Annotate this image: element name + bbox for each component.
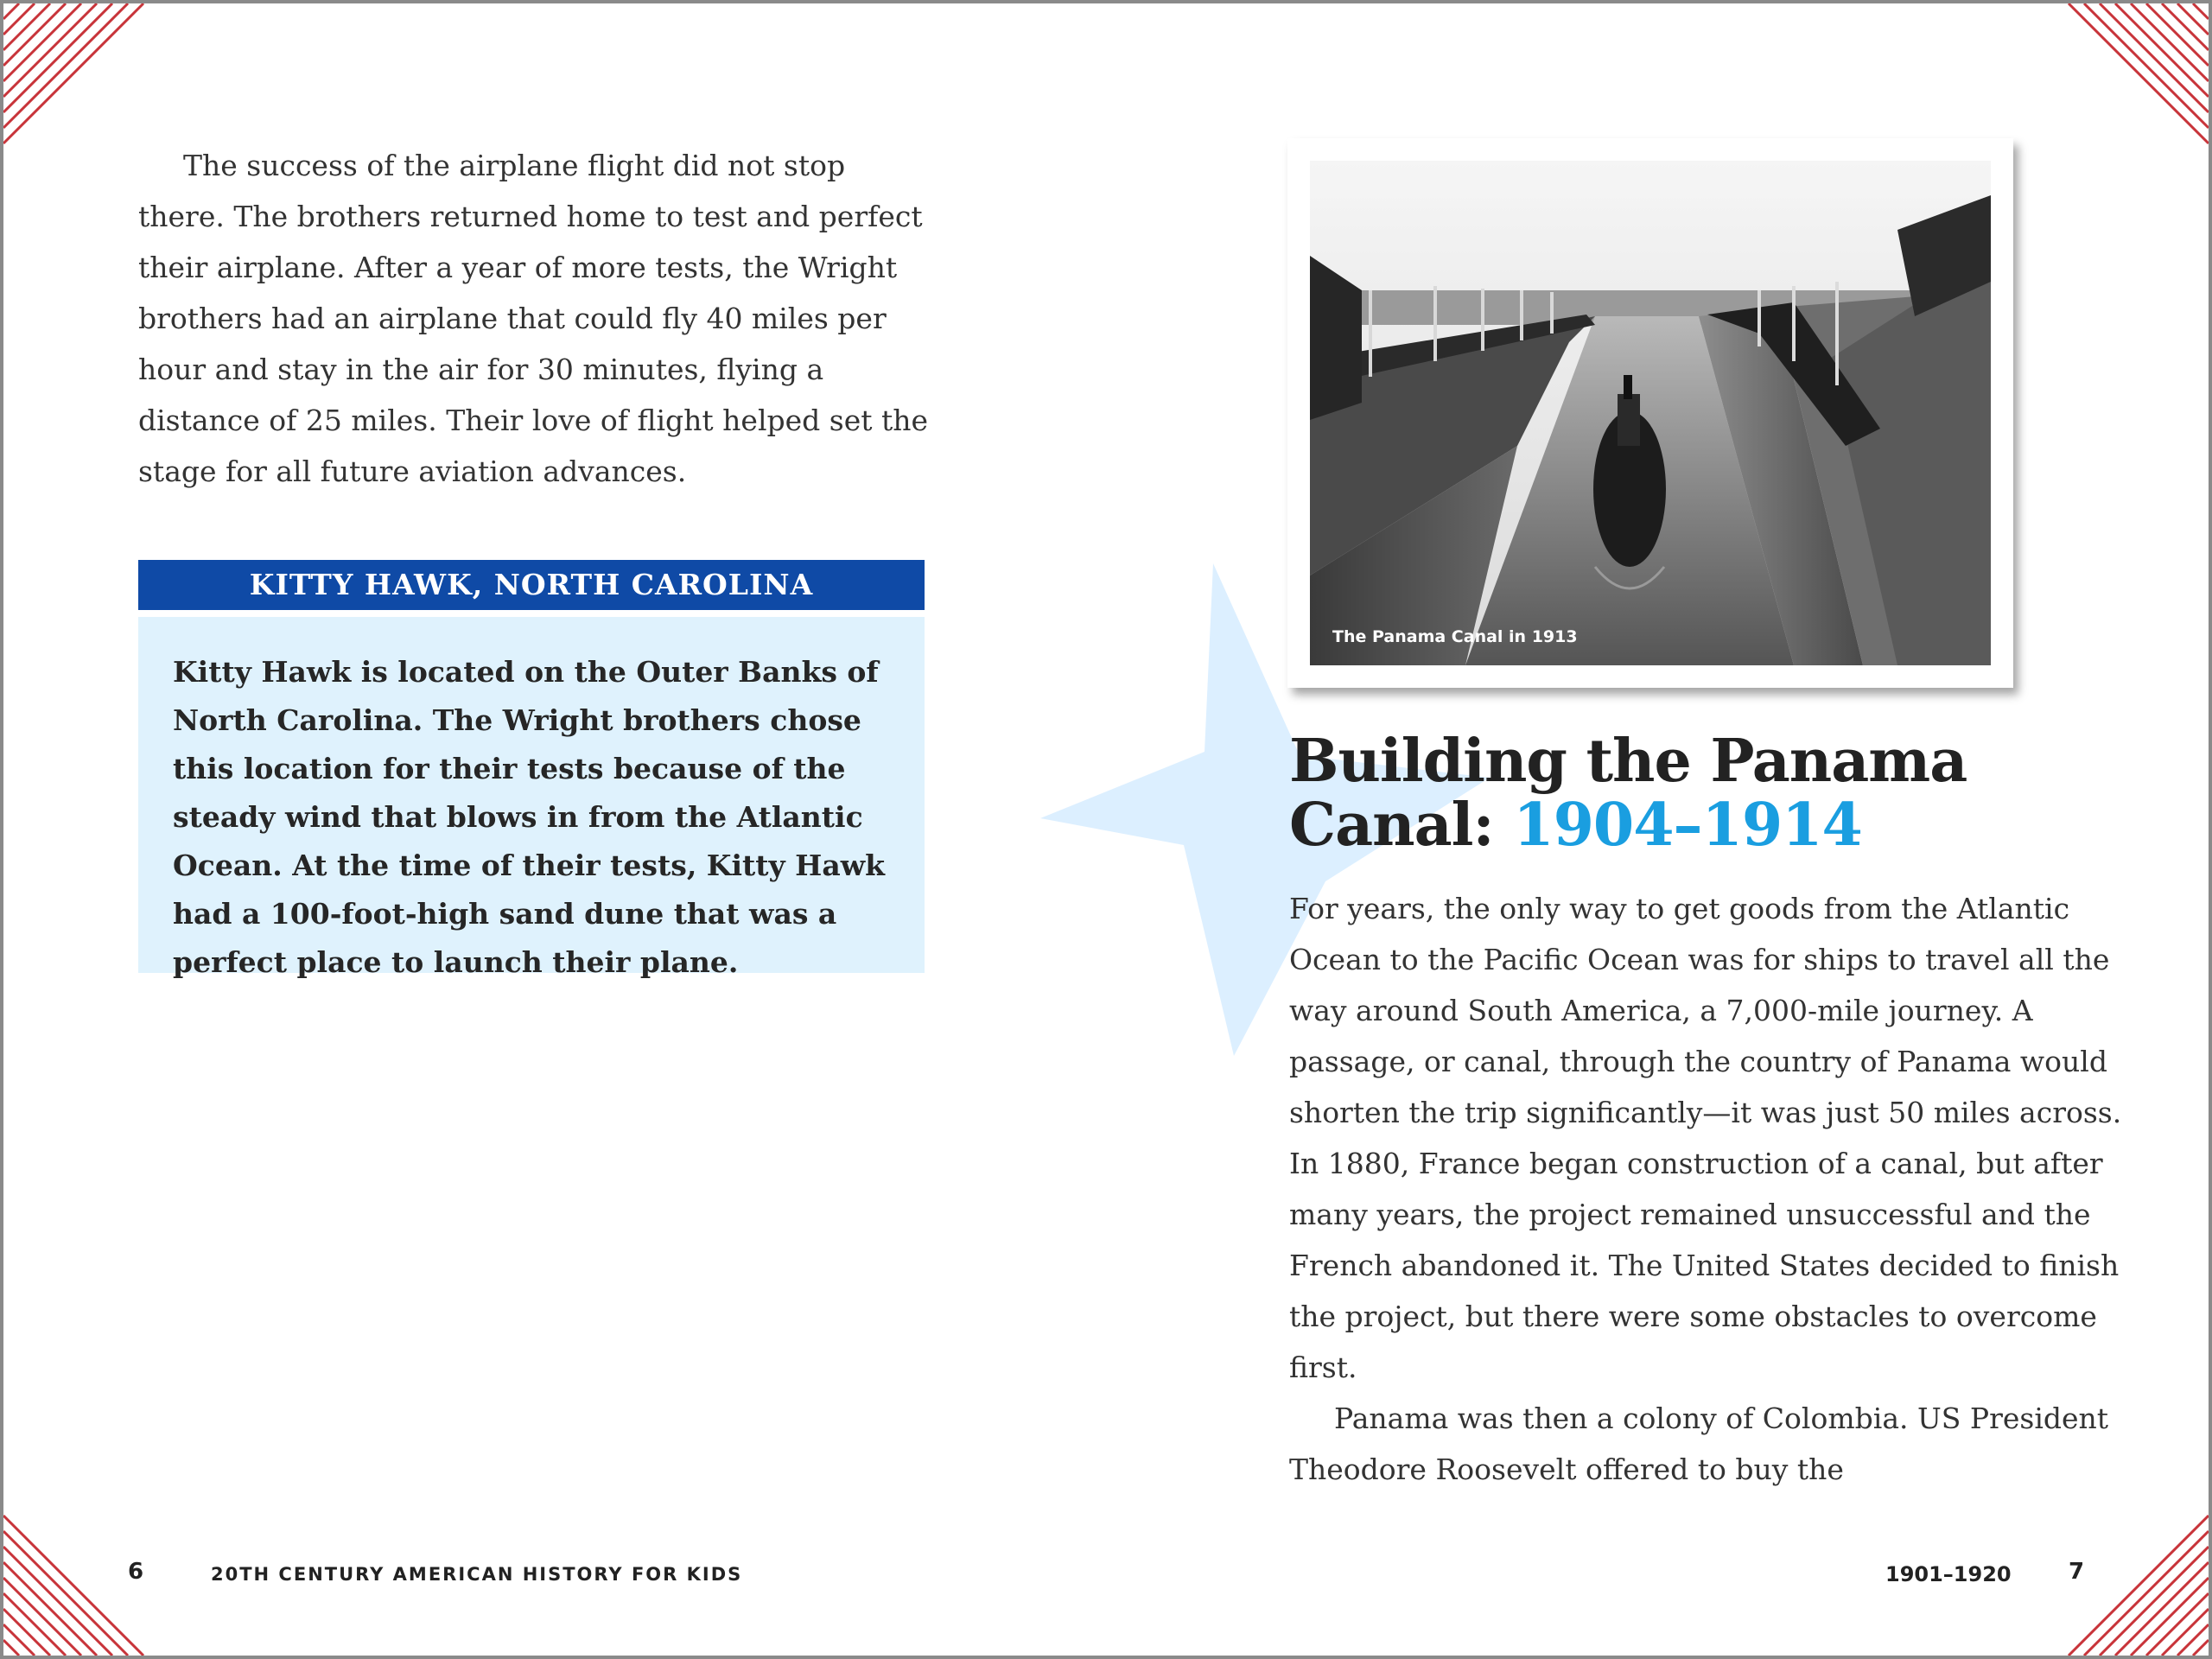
heading-title: Building the Panama Canal: — [1289, 727, 1967, 860]
running-head-right: 1901–1920 — [1885, 1562, 2012, 1586]
book-spread — [3, 3, 2209, 1656]
corner-stripes-decoration — [3, 3, 150, 150]
page-number-left: 6 — [128, 1559, 144, 1585]
sidebar-title: KITTY HAWK, NORTH CAROLINA — [138, 560, 925, 610]
section-heading — [1289, 727, 2153, 860]
photo-frame — [1287, 138, 2013, 688]
heading-years: 1904–1914 — [1513, 791, 1862, 860]
sidebar-text: Kitty Hawk is located on the Outer Banks of North Carolina. The Wright brothers chose this location for their tests because of the steady wind that blows in from the Atlantic Ocean. At the time of their tests, Kitty Hawk had a 100-foot-high sand dune that was a perfect place to launch their plane. — [173, 655, 886, 979]
intro-paragraph: The success of the airplane flight did not stop there. The brothers returned home to test and perfect their airplane. After a year of more tests, the Wright brothers had an airplane that could fly 40 miles per hour and stay in the air for 30 minutes, flying a distance of 25 miles. Their love of flight helped set the stage for all future aviation advances. — [138, 149, 929, 488]
panama-canal-photo — [1310, 161, 1991, 665]
article-paragraph-1: For years, the only way to get goods from the Atlantic Ocean to the Pacific Ocean was for ships to travel all the way around South America, a 7,000-mile journey. A passage, or canal, through the country of Panama would shorten the trip significantly—it was just 50 miles across. In 1880, France began construction of a canal, but after many years, the project remained unsuccessful and the French abandoned it. The United States decided to finish the project, but there were some obstacles to overcome first. — [1289, 892, 2122, 1384]
page-number-right: 7 — [2069, 1559, 2085, 1585]
article-paragraph-2: Panama was then a colony of Colombia. US President Theodore Roosevelt offered to buy the — [1289, 1402, 2109, 1486]
corner-stripes-decoration — [2062, 3, 2209, 150]
running-head-left: 20TH CENTURY AMERICAN HISTORY FOR KIDS — [211, 1564, 743, 1585]
sidebar-box — [138, 617, 925, 979]
photo-caption: The Panama Canal in 1913 — [1332, 627, 1578, 646]
